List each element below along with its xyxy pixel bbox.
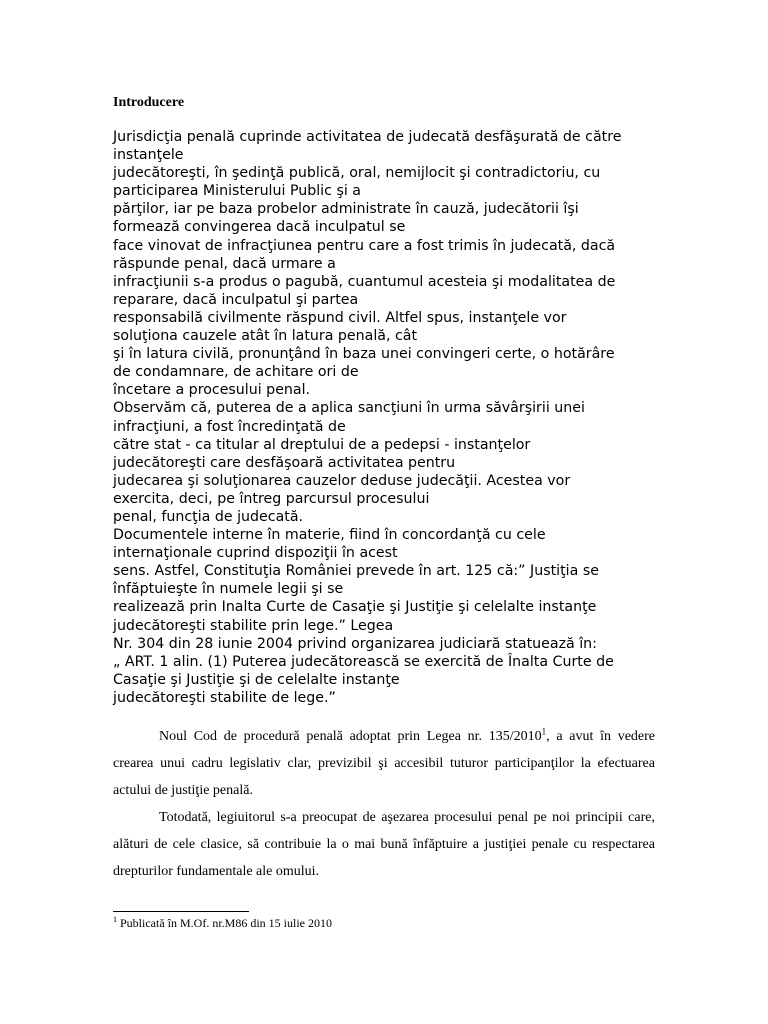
body-line: infracţiunii s-a produs o pagubă, cuantumul acesteia şi modalitatea de xyxy=(113,273,616,290)
body-line: participarea Ministerului Public şi a xyxy=(113,183,361,200)
body-line: şi în latura civilă, pronunţând în baza unei convingeri certe, o hotărâre xyxy=(113,346,615,363)
body-line: instanţele xyxy=(113,147,184,164)
body-line: de condamnare, de achitare ori de xyxy=(113,364,359,381)
body-line: exercita, deci, pe întreg parcursul procesului xyxy=(113,490,430,507)
body-line: judecătoreşti stabilite de lege.” xyxy=(113,689,336,706)
body-line: face vinovat de infracţiunea pentru care a fost trimis în judecată, dacă xyxy=(113,237,616,254)
paragraph-code-text-b: , a avut în vedere crearea unui cadru legislativ clar, previzibil şi accesibil tuturor participanţilor la efectuarea actului de justiţie penală. xyxy=(113,729,655,798)
footnote-separator xyxy=(113,911,249,912)
footnote-number: 1 xyxy=(113,915,117,924)
body-line: reparare, dacă inculpatul şi partea xyxy=(113,291,359,308)
body-line: Nr. 304 din 28 iunie 2004 privind organizarea judiciară statuează în: xyxy=(113,635,597,652)
body-line: internaţionale cuprind dispoziţii în acest xyxy=(113,545,398,562)
body-line: judecătoreşti, în şedinţă publică, oral, nemijlocit şi contradictoriu, cu xyxy=(113,165,601,182)
body-line: înfăptuieşte în numele legii şi se xyxy=(113,581,344,598)
paragraph-code xyxy=(113,723,655,804)
body-line: încetare a procesului penal. xyxy=(113,382,311,399)
footnote-text: Publicată în M.Of. nr.M86 din 15 iulie 2010 xyxy=(117,916,332,930)
body-line: judecătoreşti care desfăşoară activitatea pentru xyxy=(113,454,456,471)
footnote-ref[interactable]: 1 xyxy=(541,726,547,737)
body-text-block xyxy=(113,128,658,707)
section-heading: Introducere xyxy=(113,95,185,110)
body-line: către stat - ca titular al dreptului de a pedepsi - instanţelor xyxy=(113,436,531,453)
body-line: sens. Astfel, Constituţia României prevede în art. 125 că:” Justiţia se xyxy=(113,563,599,580)
body-line: Jurisdicţia penală cuprinde activitatea de judecată desfăşurată de către xyxy=(113,129,622,145)
body-line: părţilor, iar pe baza probelor administrate în cauză, judecătorii îşi xyxy=(113,201,579,218)
body-line: formează convingerea dacă inculpatul se xyxy=(113,219,406,236)
body-line: judecătoreşti stabilite prin lege.” Legea xyxy=(113,617,394,634)
body-line: Casaţie şi Justiţie şi de celelalte instanţe xyxy=(113,671,400,688)
body-line: judecarea şi soluţionarea cauzelor deduse judecăţii. Acestea vor xyxy=(113,472,571,489)
body-line: penal, funcţia de judecată. xyxy=(113,508,304,525)
serif-text-block xyxy=(113,723,655,885)
body-line: răspunde penal, dacă urmare a xyxy=(113,255,336,272)
body-line: Documentele interne în materie, fiind în concordanţă cu cele xyxy=(113,527,546,544)
body-line: infracţiuni, a fost încredinţată de xyxy=(113,418,346,435)
body-line: Observăm că, puterea de a aplica sancţiuni în urma săvârşirii unei xyxy=(113,400,585,417)
paragraph-legislator: Totodată, legiuitorul s-a preocupat de aşezarea procesului penal pe noi principii care, alături de cele clasice, să contribuie la o mai bună înfăptuire a justiţiei penale cu respectarea drepturilor fundamentale ale omului. xyxy=(113,810,655,879)
body-line: soluţiona cauzele atât în latura penală, cât xyxy=(113,328,418,345)
paragraph-code-text-a: Noul Cod de procedură penală adoptat prin Legea nr. 135/2010 xyxy=(159,729,542,744)
body-line: realizează prin Inalta Curte de Casaţie şi Justiţie şi celelalte instanţe xyxy=(113,599,597,616)
body-line: „ ART. 1 alin. (1) Puterea judecătorească se exercită de Înalta Curte de xyxy=(113,653,614,670)
body-line: responsabilă civilmente răspund civil. Altfel spus, instanţele vor xyxy=(113,309,567,326)
footnote xyxy=(113,915,332,931)
